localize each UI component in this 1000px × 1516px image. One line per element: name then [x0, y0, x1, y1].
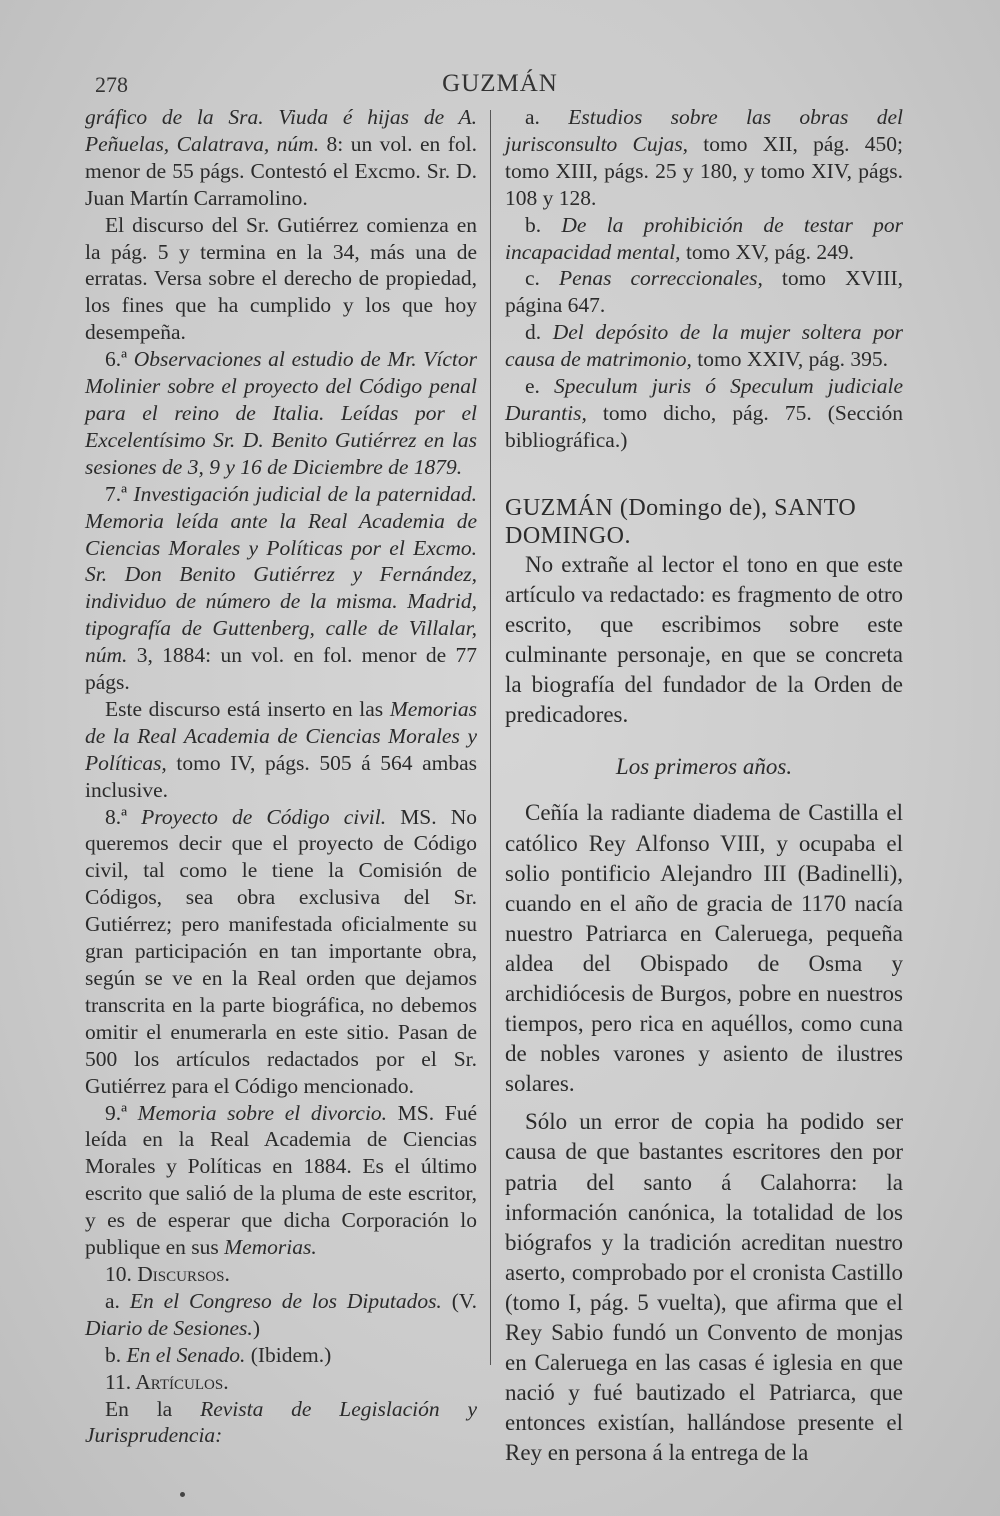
- paragraph: [85, 1100, 477, 1261]
- paragraph: [85, 1396, 477, 1450]
- italic-text: Speculum juris ó Speculum judiciale Durantis,: [505, 374, 903, 425]
- text: 10. Discursos.: [105, 1261, 230, 1286]
- italic-text: Diario de Sesiones.: [85, 1315, 253, 1340]
- list-item: [505, 373, 903, 454]
- text: tomo XII, pág. 450; tomo XIII, págs. 25 y 180, y tomo XIV, págs. 108 y 128.: [505, 131, 903, 210]
- body-paragraph: Sólo un error de copia ha podido ser causa de que bastantes escritores den por patria del santo á Calahorra: la información canónica, la totalidad de los biógrafos y la tradición acreditan nuestro aserto, comprobado por el cronista Castillo (tomo I, pág. 5 vuelta), que afirma que el Rey Sabio fundó un Convento de monjas en Caleruega en las casas é iglesia en que nació y fué bautizado el Patriarca, que entonces existían, hallándose presente el Rey en persona á la entrega de la: [505, 1109, 903, 1466]
- italic-text: De la prohibición de testar por incapacidad mental,: [505, 212, 903, 264]
- text: tomo XVIII, página 647.: [505, 266, 903, 318]
- paragraph: [85, 104, 477, 212]
- text: 9.ª: [105, 1100, 138, 1125]
- article-heading: GUZMÁN (Domingo de), SANTO DOMINGO.: [505, 494, 857, 549]
- italic-text: Del depósito de la mujer soltera por causa de matrimonio,: [505, 320, 904, 372]
- column-divider: [490, 110, 491, 1365]
- list-item: [505, 265, 903, 319]
- text: d.: [525, 320, 553, 345]
- text: (V.: [441, 1288, 477, 1313]
- article-body: [505, 550, 903, 1469]
- text: 11. Artículos.: [105, 1369, 229, 1394]
- text: e.: [525, 374, 555, 399]
- text: c.: [525, 266, 559, 291]
- text: (Ibidem.): [245, 1342, 332, 1367]
- text: b.: [525, 212, 562, 237]
- text: tomo XXIV, pág. 395.: [691, 347, 889, 372]
- page-header-title: GUZMÁN: [442, 70, 558, 97]
- paragraph: [85, 696, 477, 804]
- text: a.: [105, 1288, 130, 1313]
- text: 6.ª: [105, 347, 134, 372]
- italic-text: Memorias.: [224, 1235, 317, 1260]
- paragraph: [85, 1288, 477, 1342]
- italic-text: En el Congreso de los Diputados.: [129, 1288, 442, 1313]
- body-paragraph: Ceñía la radiante diadema de Castilla el católico Rey Alfonso VIII, y ocupaba el solio pontificio Alejandro III (Badinelli), cuando en el año de gracia de 1170 nacía nuestro Patriarca en Caleruega, pequeña aldea del Obispado de Osma y archidiócesis de Burgos, pobre en nuestros tiempos, pero rica en aquéllos, como cuna de nobles varones y asiento de ilustres solares.: [505, 800, 903, 1097]
- text: 7.ª: [105, 481, 134, 506]
- list-item: [505, 319, 903, 373]
- running-head: [0, 70, 1000, 102]
- text: b.: [105, 1342, 127, 1367]
- paragraph: [85, 212, 477, 347]
- right-column: [505, 104, 903, 1469]
- text: En la: [105, 1396, 201, 1421]
- italic-text: Revista de Legislación y Jurisprudencia:: [85, 1396, 477, 1448]
- text: MS. Fué leída en la Real Academia de Ciencias Morales y Políticas en 1884. Es el último escrito que salió de la pluma de este escritor, y es de esperar que dicha Corporación lo publique en sus: [85, 1100, 477, 1260]
- italic-text: Penas correccionales,: [558, 266, 763, 291]
- intro-paragraph: No extrañe al lector el tono en que este artículo va redactado: es fragmento de otro escrito, que escribimos sobre este culminante personaje, en que se concreta la biografía del fundador de la Orden de predicadores.: [505, 551, 903, 728]
- section-subheading: Los primeros años.: [615, 754, 793, 780]
- paragraph: [85, 1342, 477, 1369]
- italic-text: Memorias de la Real Academia de Ciencias Morales y Políticas,: [85, 696, 477, 775]
- section-label: [85, 1369, 477, 1396]
- italic-text: Estudios sobre las obras del jurisconsulto Cujas,: [505, 105, 903, 156]
- italic-text: Proyecto de Código civil.: [141, 804, 387, 829]
- text: tomo XV, pág. 249.: [680, 239, 854, 264]
- section-label: [85, 1261, 477, 1288]
- page-number: 278: [95, 72, 128, 97]
- italic-text: Memoria sobre el divorcio.: [137, 1100, 388, 1125]
- text: a.: [525, 105, 569, 129]
- text: MS. No queremos decir que el proyecto de Código civil, tal como le tiene la Comisión de Códigos, sea obra exclusiva del Sr. Gutiérrez; pero manifestada oficialmente su gran participación en tan importante obra, según se ve en la Real orden que dejamos transcrita en la parte biográfica, no debemos omitir el enumerarla en este sitio. Pasan de 500 los artículos redactados por el Sr. Gutiérrez para el Código mencionado.: [85, 804, 477, 1098]
- text: tomo dicho, pág. 75. (Sección bibliográfica.): [505, 400, 903, 452]
- text: ): [252, 1315, 260, 1340]
- text: El discurso del Sr. Gutiérrez comienza en la pág. 5 y termina en la 34, más una de erratas. Versa sobre el derecho de propiedad, los fines que ha cumplido y los que hoy desempeña.: [85, 212, 477, 345]
- text: tomo IV, págs. 505 á 564 ambas inclusive.: [85, 750, 477, 802]
- italic-text: Investigación judicial de la paternidad. Memoria leída ante la Real Academia de Ciencias Morales y Políticas por el Excmo. Sr. Don Benito Gutiérrez y Fernández, individuo de número de la misma. Madrid, tipografía de Guttenberg, calle de Villalar, núm.: [85, 481, 478, 668]
- text: 3, 1884: un vol. en fol. menor de 77 págs.: [85, 643, 477, 695]
- italic-text: gráfico de la Sra. Viuda é hijas de A. Peñuelas, Calatrava, núm.: [85, 105, 477, 156]
- list-item: [505, 104, 903, 212]
- text: 8: un vol. en fol. menor de 55 págs. Contestó el Excmo. Sr. D. Juan Martín Carramolino.: [85, 131, 477, 210]
- left-column: [85, 104, 477, 1449]
- text: Este discurso está inserto en las: [105, 696, 390, 721]
- italic-text: Observaciones al estudio de Mr. Víctor Molinier sobre el proyecto del Código penal para el reino de Italia. Leídas por el Excelentísimo Sr. D. Benito Gutiérrez en las sesiones de 3, 9 y 16 de Diciembre de 1879.: [85, 347, 477, 479]
- paragraph: [85, 481, 477, 696]
- list-item: [505, 212, 903, 266]
- italic-text: En el Senado.: [126, 1342, 246, 1367]
- paragraph: [85, 346, 477, 481]
- text: 8.ª: [105, 804, 142, 829]
- paragraph: [85, 804, 477, 1100]
- ink-speck: [180, 1492, 185, 1497]
